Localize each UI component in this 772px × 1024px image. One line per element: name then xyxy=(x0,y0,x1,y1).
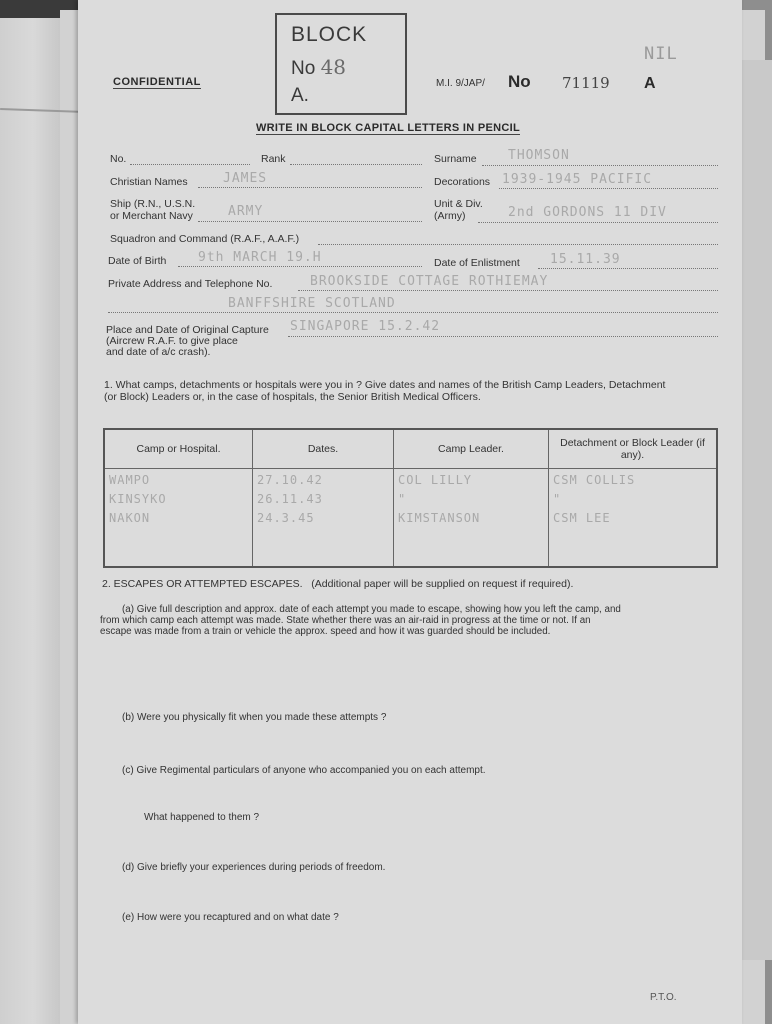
q2c-followup: What happened to them ? xyxy=(144,812,260,823)
form-page xyxy=(78,0,742,1024)
camp-entry: WAMPO xyxy=(109,473,151,487)
capture-label-1: Place and Date of Original Capture xyxy=(106,324,269,336)
q2-title-text: 2. ESCAPES OR ATTEMPTED ESCAPES. xyxy=(102,578,303,590)
leader-cell xyxy=(394,469,549,568)
q2a-line-1: (a) Give full description and approx. date of each attempt you made to escape, showing how you left the camp, and xyxy=(122,604,621,615)
leader-entry: " xyxy=(398,492,407,506)
q2b: (b) Were you physically fit when you made these attempts ? xyxy=(122,712,387,723)
dob-value: 9th MARCH 19.H xyxy=(198,250,322,265)
q2a-line-2: from which camp each attempt was made. State whether there was an air-raid in progress at the time or not. If an xyxy=(100,615,591,626)
stamp-no-label: No xyxy=(291,58,316,79)
detachment-entry: CSM COLLIS xyxy=(553,473,636,487)
unit-label-1: Unit & Div. xyxy=(434,198,483,210)
table-header-row xyxy=(104,429,717,469)
number-label: No xyxy=(508,72,531,91)
q2a-line-3: escape was made from a train or vehicle the approx. speed and how it was guarded should be included. xyxy=(100,626,551,637)
capture-line xyxy=(288,336,718,337)
date-entry: 27.10.42 xyxy=(257,473,323,487)
dates-cell xyxy=(253,469,394,568)
q1-line-1: 1. What camps, detachments or hospitals were you in ? Give dates and names of the British Camp Leaders, Detachment xyxy=(104,379,666,391)
unit-label-2: (Army) xyxy=(434,210,466,222)
decorations-value: 1939-1945 PACIFIC xyxy=(502,172,653,187)
enlistment-label: Date of Enlistment xyxy=(434,257,520,269)
squadron-line xyxy=(318,244,718,245)
form-suffix: A xyxy=(644,75,656,92)
form-number: 71119 xyxy=(562,74,610,92)
enlistment-line xyxy=(538,268,718,269)
q2-title-note: (Additional paper will be supplied on request if required). xyxy=(311,578,574,590)
col-camp-header: Camp or Hospital. xyxy=(104,429,253,469)
address-label: Private Address and Telephone No. xyxy=(108,278,273,290)
surname-label: Surname xyxy=(434,153,477,165)
enlistment-value: 15.11.39 xyxy=(550,252,621,267)
leader-entry: COL LILLY xyxy=(398,473,473,487)
dob-label: Date of Birth xyxy=(108,255,167,267)
leader-entry: KIMSTANSON xyxy=(398,511,481,525)
confidential-label: CONFIDENTIAL xyxy=(113,76,201,88)
rank-label: Rank xyxy=(261,153,286,165)
squadron-label: Squadron and Command (R.A.F., A.A.F.) xyxy=(110,233,300,245)
ship-label-2: or Merchant Navy xyxy=(110,210,193,222)
capture-value: SINGAPORE 15.2.42 xyxy=(290,319,441,334)
ship-label-1: Ship (R.N., U.S.N. xyxy=(110,198,196,210)
capture-label-3: and date of a/c crash). xyxy=(106,346,211,358)
block-stamp xyxy=(275,13,407,115)
q2e: (e) How were you recaptured and on what date ? xyxy=(122,912,339,923)
detachment-cell xyxy=(549,469,718,568)
detachment-entry: " xyxy=(553,492,562,506)
rank-line xyxy=(290,164,422,165)
ship-value: ARMY xyxy=(228,204,264,219)
date-entry: 26.11.43 xyxy=(257,492,323,506)
col-dates-header: Dates. xyxy=(253,429,394,469)
camp-entry: KINSYKO xyxy=(109,492,167,506)
col-detachment-header: Detachment or Block Leader (if any). xyxy=(549,429,718,469)
stamp-block-text: BLOCK xyxy=(291,23,368,46)
q1-line-2: (or Block) Leaders or, in the case of hospitals, the Senior British Medical Officers. xyxy=(104,391,481,403)
stamp-number-line xyxy=(291,55,346,80)
stamp-number: 48 xyxy=(320,55,347,79)
col-leader-header: Camp Leader. xyxy=(394,429,549,469)
reference-label: M.I. 9/JAP/ xyxy=(436,78,485,89)
q2d: (d) Give briefly your experiences during periods of freedom. xyxy=(122,862,386,873)
no-line xyxy=(130,164,250,165)
instruction-heading: WRITE IN BLOCK CAPITAL LETTERS IN PENCIL xyxy=(256,122,520,134)
pto-label: P.T.O. xyxy=(650,992,677,1003)
surname-line xyxy=(482,165,718,166)
address-line-1 xyxy=(298,290,718,291)
christian-names-label: Christian Names xyxy=(110,176,188,188)
q2c: (c) Give Regimental particulars of anyone who accompanied you on each attempt. xyxy=(122,765,486,776)
christian-names-value: JAMES xyxy=(223,171,268,186)
surname-value: THOMSON xyxy=(508,148,570,163)
decorations-line xyxy=(499,188,718,189)
address-value-2: BANFFSHIRE SCOTLAND xyxy=(228,296,396,311)
capture-label-2: (Aircrew R.A.F. to give place xyxy=(106,335,238,347)
q2-title xyxy=(102,578,573,590)
christian-names-line xyxy=(198,187,422,188)
detachment-entry: CSM LEE xyxy=(553,511,611,525)
address-line-2 xyxy=(108,312,718,313)
unit-line xyxy=(478,222,718,223)
date-entry: 24.3.45 xyxy=(257,511,315,525)
annotation-nil: NIL xyxy=(644,44,678,64)
decorations-label: Decorations xyxy=(434,176,491,188)
stamp-letter: A. xyxy=(291,85,309,106)
ship-line xyxy=(198,221,422,222)
camp-entry: NAKON xyxy=(109,511,151,525)
unit-value: 2nd GORDONS 11 DIV xyxy=(508,205,667,220)
table-row xyxy=(104,469,717,568)
address-value-1: BROOKSIDE COTTAGE ROTHIEMAY xyxy=(310,274,549,289)
camp-cell xyxy=(104,469,253,568)
no-label: No. xyxy=(110,153,127,165)
dob-line xyxy=(178,266,422,267)
camps-table xyxy=(103,428,718,568)
